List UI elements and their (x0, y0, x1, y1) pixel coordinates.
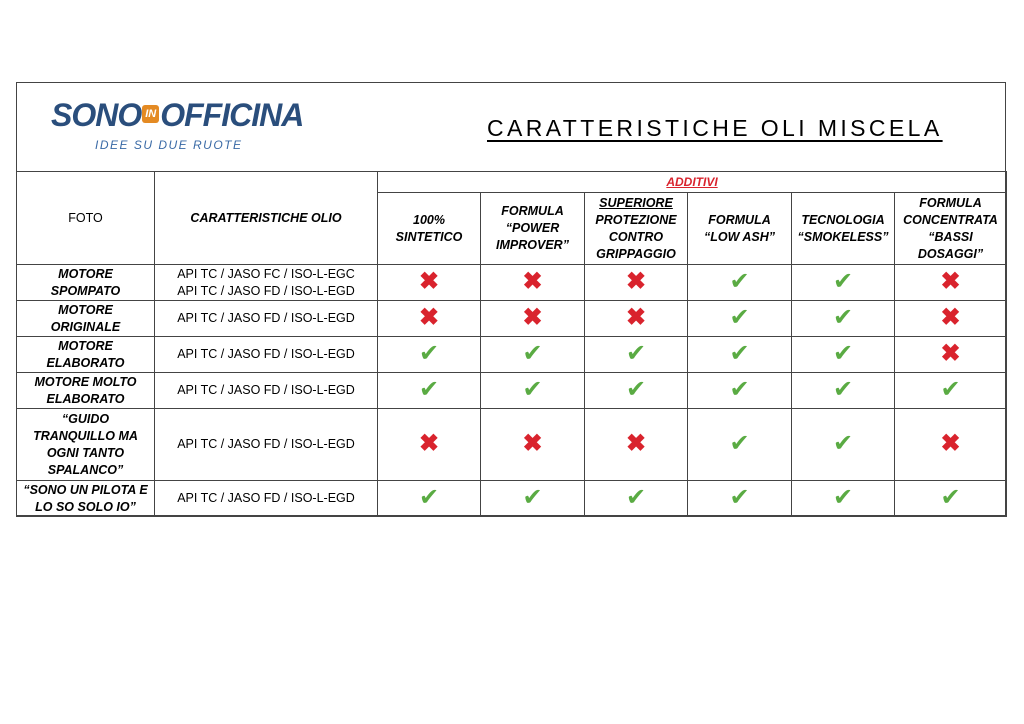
check-icon: ✔ (832, 375, 854, 403)
header-line: IMPROVER” (496, 238, 569, 252)
table-row (17, 373, 1007, 409)
header-line: CONCENTRATA (903, 212, 998, 227)
logo-word-officina: OFFICINA (160, 97, 304, 133)
header-line: TECNOLOGIA (801, 212, 885, 227)
table-row (17, 301, 1007, 337)
mark-cell (585, 373, 688, 409)
check-icon: ✔ (522, 339, 543, 367)
mark-cell (688, 409, 792, 481)
header-line: CONTRO (608, 229, 664, 244)
logo-word-sono: SONO (51, 97, 142, 133)
header-line: FORMULA (501, 204, 564, 218)
header-line: “BASSI (928, 229, 973, 244)
mark-cell (792, 337, 895, 373)
check-icon: ✔ (832, 483, 854, 511)
mark-cell (792, 373, 895, 409)
row-spec (155, 265, 378, 301)
mark-cell (481, 481, 585, 517)
cross-icon: ✖ (625, 429, 647, 457)
cross-icon: ✖ (940, 429, 961, 457)
spec-line: API TC / JASO FD / ISO-L-EGD (177, 347, 355, 361)
document-frame (16, 82, 1006, 516)
mark-cell (895, 301, 1007, 337)
mark-cell (378, 337, 481, 373)
row-spec (155, 301, 378, 337)
mark-cell (378, 301, 481, 337)
table-row (17, 481, 1007, 517)
mark-cell (481, 373, 585, 409)
mark-cell (895, 265, 1007, 301)
check-icon: ✔ (729, 339, 750, 367)
mark-cell (585, 409, 688, 481)
check-icon: ✔ (729, 429, 750, 457)
mark-cell (481, 301, 585, 337)
check-icon: ✔ (418, 339, 440, 367)
row-label-line: SPOMPATO (50, 283, 121, 298)
mark-cell (585, 265, 688, 301)
row-label (17, 373, 155, 409)
row-label (17, 337, 155, 373)
table-row (17, 409, 1007, 481)
mark-cell (378, 265, 481, 301)
col-header-additive (792, 193, 895, 265)
row-label-line: MOTORE (58, 338, 113, 353)
header-line: 100% (413, 212, 445, 227)
header-line: “POWER (505, 221, 560, 235)
mark-cell (792, 301, 895, 337)
logo-wordmark (51, 97, 303, 134)
header (17, 83, 1005, 172)
check-icon: ✔ (418, 375, 440, 403)
row-spec (155, 481, 378, 517)
row-label-line: ORIGINALE (50, 319, 121, 334)
mark-cell (895, 337, 1007, 373)
mark-cell (378, 373, 481, 409)
check-icon: ✔ (729, 303, 750, 331)
cross-icon: ✖ (940, 303, 961, 331)
row-label (17, 481, 155, 517)
header-line: “SMOKELESS” (797, 229, 889, 244)
mark-cell (378, 481, 481, 517)
check-icon: ✔ (418, 483, 440, 511)
logo-tagline: IDEE SU DUE RUOTE (95, 138, 243, 152)
row-label-line: “GUIDO (61, 411, 110, 426)
header-line: FORMULA (919, 195, 982, 210)
mark-cell (378, 409, 481, 481)
mark-cell (895, 481, 1007, 517)
row-label-line: LO SO SOLO IO” (35, 499, 136, 514)
mark-cell (688, 301, 792, 337)
logo-word-in: IN (142, 105, 159, 123)
mark-cell (688, 265, 792, 301)
cross-icon: ✖ (418, 429, 440, 457)
spec-line: API TC / JASO FD / ISO-L-EGD (177, 283, 355, 298)
row-label-line: TRANQUILLO MA (33, 428, 138, 443)
cross-icon: ✖ (522, 267, 543, 295)
header-line: DOSAGGI” (917, 246, 984, 261)
cross-icon: ✖ (625, 303, 647, 331)
row-label (17, 409, 155, 481)
mark-cell (481, 337, 585, 373)
mark-cell (895, 373, 1007, 409)
check-icon: ✔ (625, 375, 647, 403)
mark-cell (688, 337, 792, 373)
cross-icon: ✖ (940, 339, 961, 367)
row-label-line: SPALANCO” (47, 462, 124, 477)
header-line: SUPERIORE (599, 195, 673, 210)
header-line: FORMULA (708, 212, 771, 227)
check-icon: ✔ (940, 483, 961, 511)
cross-icon: ✖ (625, 267, 647, 295)
cross-icon: ✖ (418, 303, 440, 331)
check-icon: ✔ (625, 483, 647, 511)
mark-cell (585, 301, 688, 337)
row-label-line: OGNI TANTO (46, 445, 125, 460)
spec-line: API TC / JASO FD / ISO-L-EGD (177, 491, 355, 505)
col-header-additive (585, 193, 688, 265)
mark-cell (585, 337, 688, 373)
col-header-caratteristiche: CARATTERISTICHE OLIO (155, 172, 378, 265)
check-icon: ✔ (832, 339, 854, 367)
mark-cell (481, 409, 585, 481)
check-icon: ✔ (940, 375, 961, 403)
cross-icon: ✖ (522, 429, 543, 457)
cross-icon: ✖ (418, 267, 440, 295)
spec-line: API TC / JASO FD / ISO-L-EGD (177, 383, 355, 397)
col-header-additive (895, 193, 1007, 265)
col-header-additive (481, 193, 585, 265)
logo (51, 97, 304, 157)
mark-cell (792, 481, 895, 517)
row-label-line: MOTORE (58, 266, 113, 281)
spec-line: API TC / JASO FC / ISO-L-EGC (177, 266, 355, 281)
mark-cell (792, 265, 895, 301)
col-header-foto: FOTO (17, 172, 155, 265)
spec-line: API TC / JASO FD / ISO-L-EGD (177, 311, 355, 325)
group-header-additivi: ADDITIVI (378, 172, 1007, 193)
table-body (17, 265, 1007, 517)
check-icon: ✔ (729, 483, 750, 511)
row-label-line: MOTORE (58, 302, 113, 317)
check-icon: ✔ (522, 375, 543, 403)
row-spec (155, 337, 378, 373)
check-icon: ✔ (832, 429, 854, 457)
mark-cell (792, 409, 895, 481)
row-label (17, 301, 155, 337)
check-icon: ✔ (625, 339, 647, 367)
mark-cell (895, 409, 1007, 481)
table-row (17, 337, 1007, 373)
row-label-line: “SONO UN PILOTA E (23, 482, 148, 497)
cross-icon: ✖ (522, 303, 543, 331)
mark-cell (585, 481, 688, 517)
col-header-additive (688, 193, 792, 265)
header-line: SINTETICO (395, 229, 463, 244)
row-label-line: ELABORATO (46, 355, 125, 370)
header-line: PROTEZIONE (595, 212, 677, 227)
col-header-additive (378, 193, 481, 265)
spec-line: API TC / JASO FD / ISO-L-EGD (177, 437, 355, 451)
page-title: CARATTERISTICHE OLI MISCELA (487, 115, 943, 141)
table-row (17, 265, 1007, 301)
check-icon: ✔ (729, 267, 750, 295)
oil-table (16, 171, 1007, 517)
row-label-line: ELABORATO (46, 391, 125, 406)
mark-cell (688, 481, 792, 517)
header-line: GRIPPAGGIO (596, 246, 676, 261)
check-icon: ✔ (522, 483, 543, 511)
row-spec (155, 373, 378, 409)
mark-cell (481, 265, 585, 301)
mark-cell (688, 373, 792, 409)
row-spec (155, 409, 378, 481)
row-label-line: MOTORE MOLTO (34, 374, 137, 389)
check-icon: ✔ (729, 375, 750, 403)
row-label (17, 265, 155, 301)
cross-icon: ✖ (940, 267, 961, 295)
header-line: “LOW ASH” (703, 229, 776, 244)
check-icon: ✔ (832, 267, 854, 295)
check-icon: ✔ (832, 303, 854, 331)
